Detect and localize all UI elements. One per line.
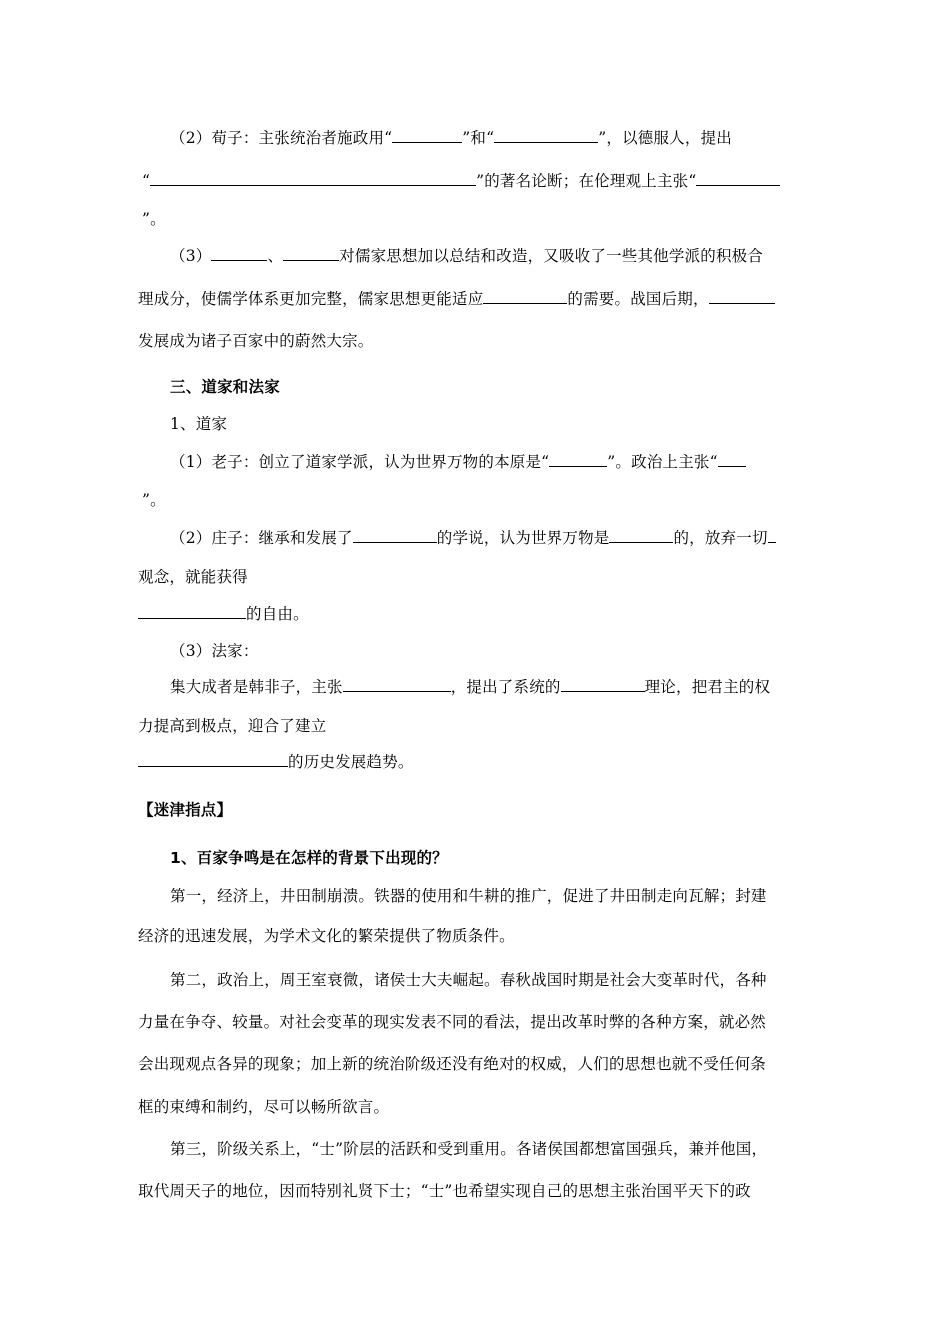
blank[interactable]: [696, 171, 780, 186]
para-3-line-2: 取代周天子的地位，因而特别礼贤下士；“士”也希望实现自己的思想主张治国平天下的政: [138, 1182, 751, 1200]
legalism-line-3: [138, 752, 414, 772]
laozi-line-1: [170, 452, 746, 472]
text: 理论，把君主的权: [644, 678, 771, 696]
blank[interactable]: [211, 246, 267, 261]
text: （1）老子：创立了道家学派，认为世界万物的本原是“: [170, 453, 550, 471]
text: 理成分，使儒学体系更加完整，儒家思想更能适应: [138, 290, 484, 308]
para-2-line-2: 力量在争夺、较量。对社会变革的现实发表不同的看法，提出改革时弊的各种方案，就必然: [138, 1013, 767, 1031]
blank[interactable]: [768, 528, 776, 543]
section-heading: 三、道家和法家: [170, 378, 280, 396]
para-2-line-3: 会出现观点各异的现象；加上新的统治阶级还没有绝对的权威，人们的思想也就不受任何条: [138, 1055, 767, 1073]
para-3-line-1: 第三，阶级关系上，“士”阶层的活跃和受到重用。各诸侯国都想富国强兵，兼并他国，: [170, 1140, 768, 1158]
confucian-line-1: [170, 246, 763, 266]
blank[interactable]: [483, 289, 567, 304]
blank[interactable]: [718, 452, 746, 467]
text: 的需要。战国后期，: [567, 290, 709, 308]
blank[interactable]: [561, 677, 645, 692]
para-1-line-2: 经济的迅速发展，为学术文化的繁荣提供了物质条件。: [138, 927, 515, 945]
text: 对儒家思想加以总结和改造，又吸收了一些其他学派的积极合: [339, 247, 764, 265]
blank[interactable]: [353, 528, 437, 543]
xunzi-line-2: [142, 171, 780, 191]
blank[interactable]: [138, 752, 288, 767]
text: ”和“: [462, 129, 495, 147]
text: “: [142, 172, 151, 190]
blank[interactable]: [392, 128, 462, 143]
legalism-line-1: [170, 677, 770, 697]
blank[interactable]: [138, 604, 246, 619]
text: ，提出了系统的: [450, 678, 561, 696]
text: ”。政治上主张“: [607, 453, 718, 471]
xunzi-line-1: [170, 128, 732, 148]
zhuangzi-line-1: [170, 528, 776, 548]
para-2-line-4: 框的束缚和制约，尽可以畅所欲言。: [138, 1098, 390, 1116]
text: 的学说，认为世界万物是: [436, 529, 610, 547]
legalism-heading: （3）法家：: [170, 642, 259, 660]
blank[interactable]: [494, 128, 598, 143]
laozi-line-2: ”。: [142, 491, 166, 509]
blank[interactable]: [709, 289, 775, 304]
blank[interactable]: [549, 452, 607, 467]
para-1-line-1: 第一，经济上，井田制崩溃。铁器的使用和牛耕的推广，促进了井田制走向瓦解；封建: [170, 887, 767, 905]
xunzi-line-3: ”。: [142, 210, 166, 228]
text: （3）: [170, 247, 212, 265]
para-2-line-1: 第二，政治上，周王室衰微，诸侯士大夫崛起。春秋战国时期是社会大变革时代，各种: [170, 971, 767, 989]
blank[interactable]: [343, 677, 451, 692]
text: 集大成者是韩非子，主张: [170, 678, 343, 696]
text: （2）荀子：主张统治者施政用“: [170, 129, 393, 147]
subheading-daoism: 1、道家: [170, 415, 228, 433]
text: ”的著名论断；在伦理观上主张“: [476, 172, 697, 190]
blank[interactable]: [283, 246, 339, 261]
text: ”，以德服人，提出: [598, 129, 732, 147]
text: 、: [267, 247, 284, 265]
text: 的历史发展趋势。: [288, 753, 414, 771]
tips-heading: 【迷津指点】: [138, 801, 233, 819]
text: 的，放弃一切: [673, 529, 768, 547]
blank[interactable]: [609, 528, 673, 543]
zhuangzi-line-3: [138, 604, 309, 624]
blank[interactable]: [150, 171, 476, 186]
legalism-line-2: 力提高到极点，迎合了建立: [138, 717, 327, 735]
confucian-line-3: 发展成为诸子百家中的蔚然大宗。: [138, 332, 374, 350]
confucian-line-2: [138, 289, 775, 309]
zhuangzi-line-2: 观念，就能获得: [138, 568, 248, 586]
question-1: 1、百家争鸣是在怎样的背景下出现的？: [170, 849, 448, 867]
text: 的自由。: [246, 605, 309, 623]
text: （2）庄子：继承和发展了: [170, 529, 353, 547]
